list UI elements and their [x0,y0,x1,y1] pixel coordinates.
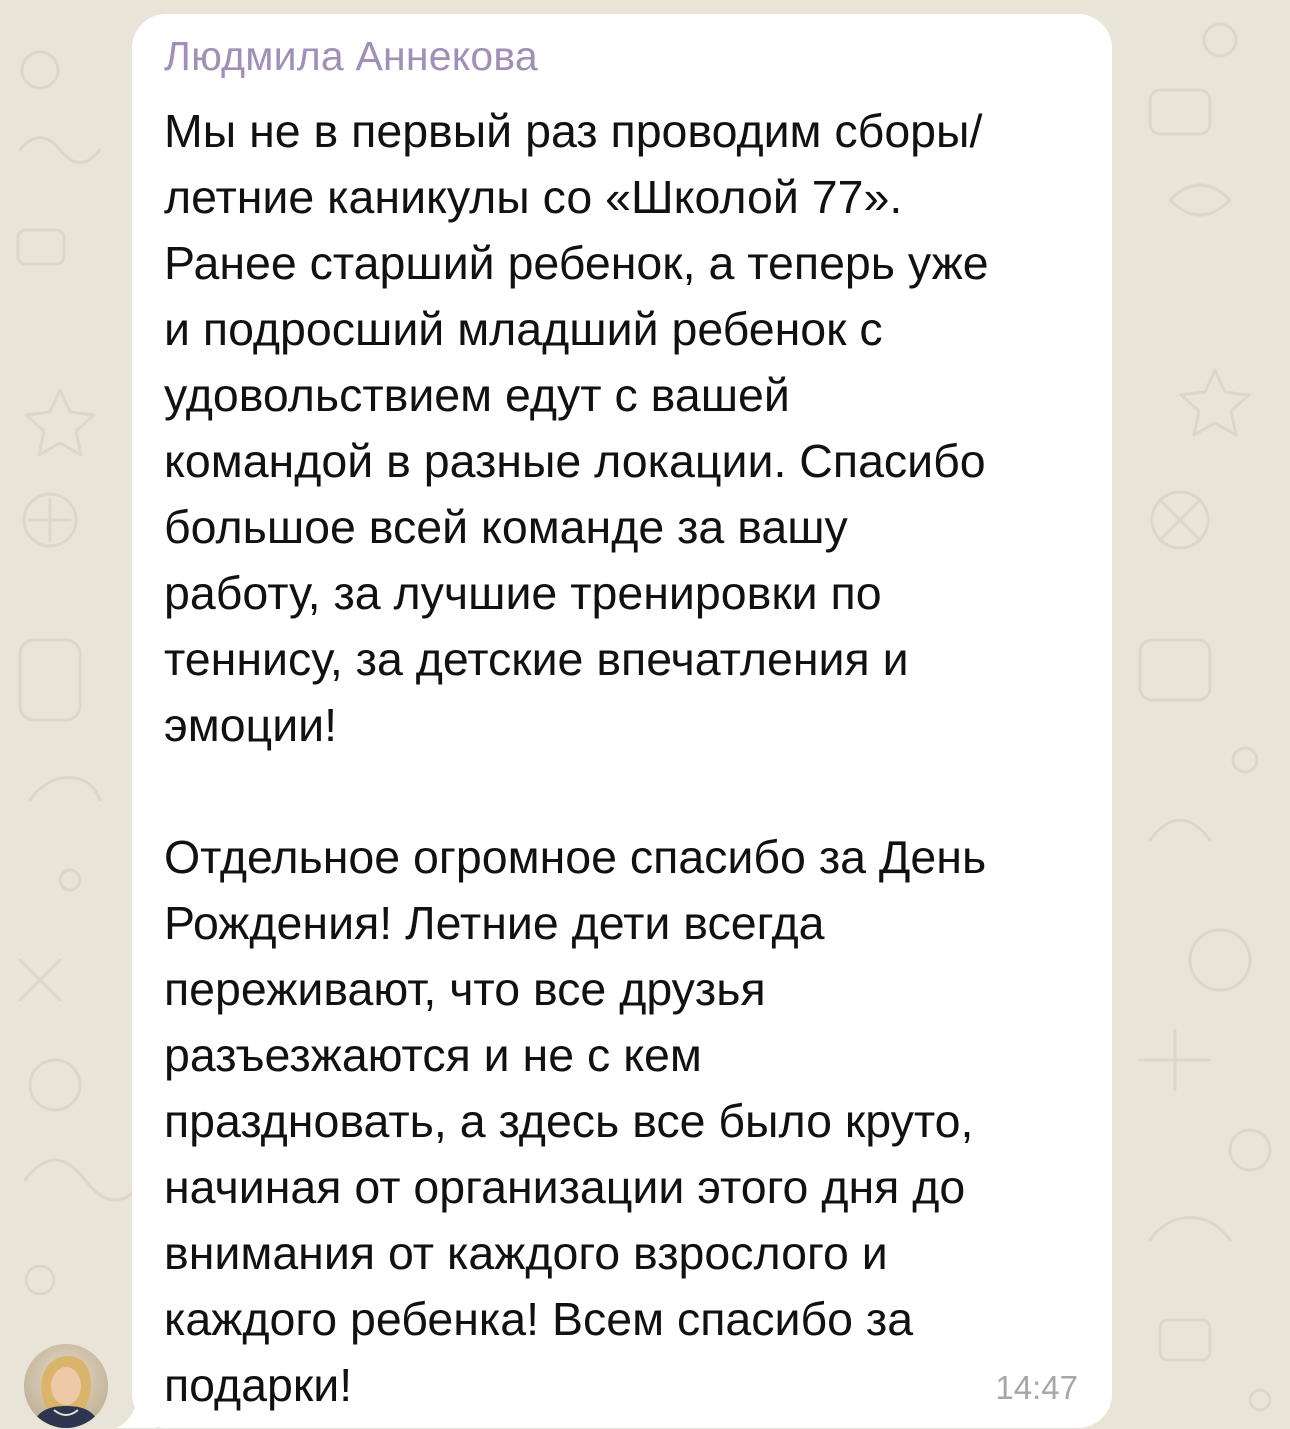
message-bubble[interactable] [132,14,1112,1428]
message-timestamp: 14:47 [995,1369,1078,1406]
sender-name[interactable]: Людмила Аннекова [164,33,538,79]
message-text: Мы не в первый раз проводим сборы/ летние каникулы со «Школой 77». Ранее старший ребенок, а теперь уже и подросший младший ребенок с удовольствием едут с вашей командой в разные локации. Спасибо большое всей команде за вашу работу, за лучшие тренировки по теннису, за детские впечатления и эмоции! Отдельное огромное спасибо за День Рождения! Летние дети всегда переживают, что все друзья разъезжаются и не с кем праздновать, а здесь все было круто, начиная от организации этого дня до внимания от каждого взрослого и каждого ребенка! Всем спасибо за подарки! [164,105,989,1411]
avatar-photo-icon [24,1344,108,1428]
sender-avatar[interactable] [24,1344,108,1428]
